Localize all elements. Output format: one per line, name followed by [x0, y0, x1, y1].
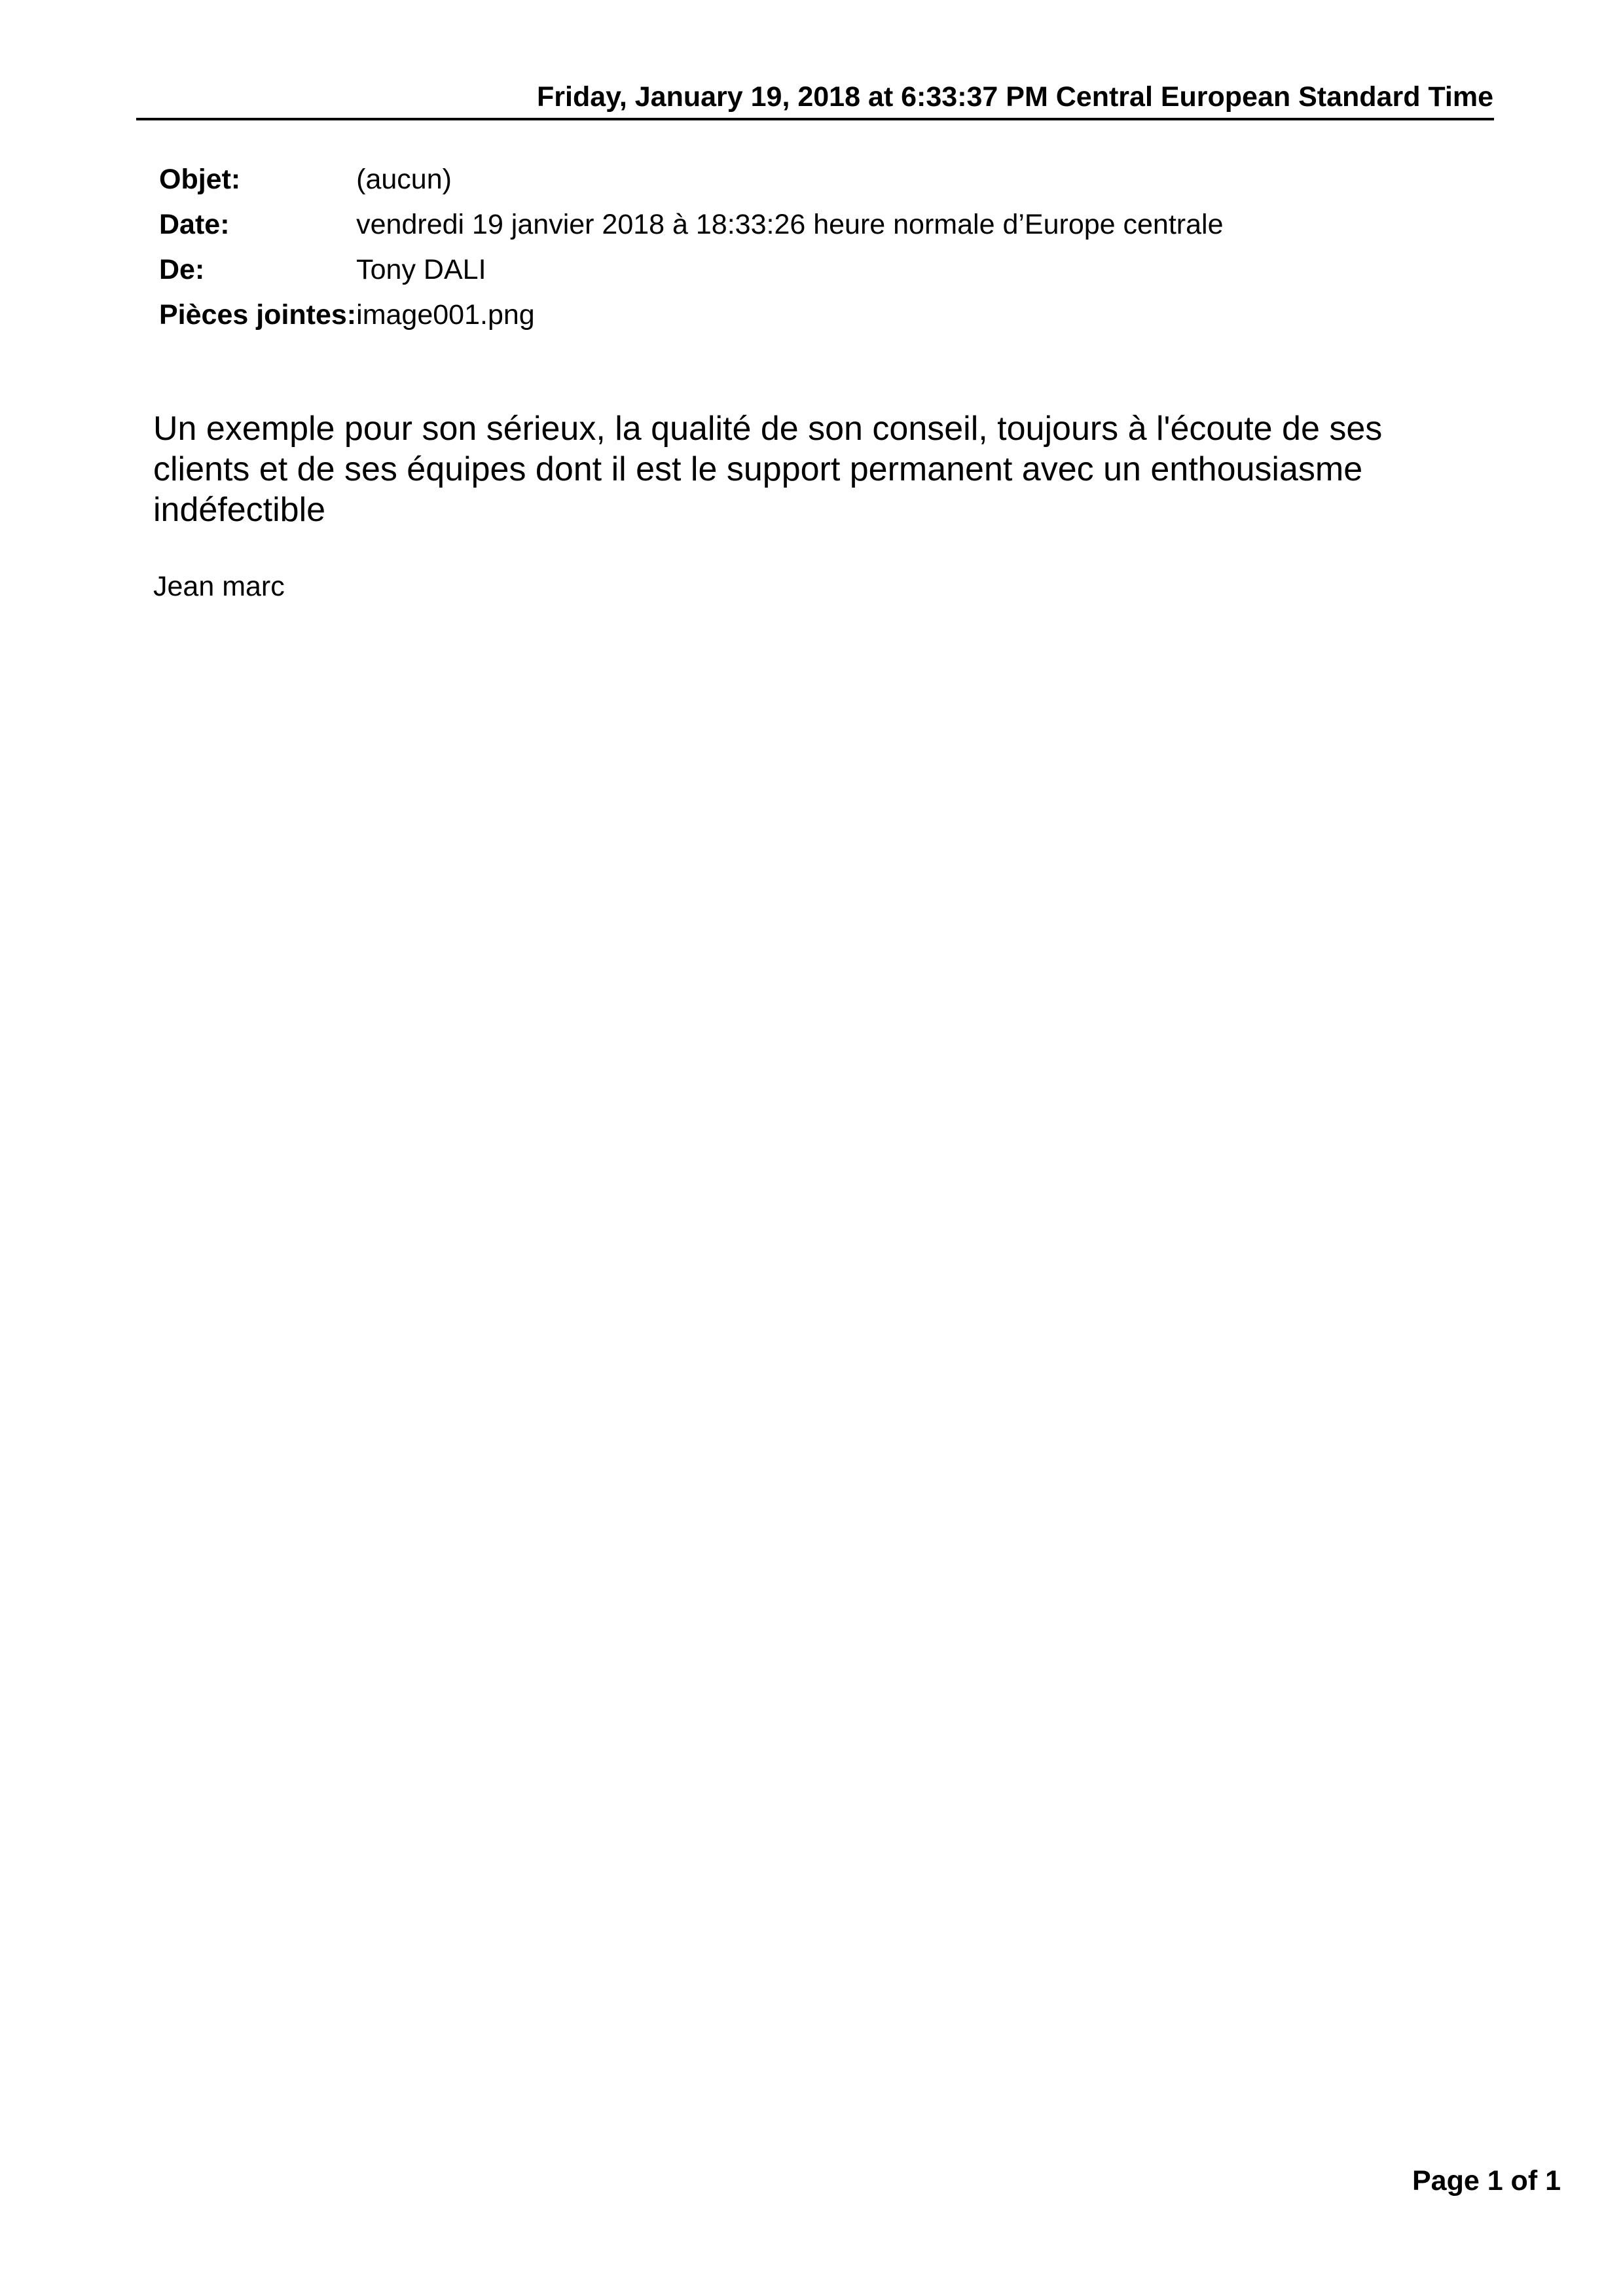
email-print-timestamp: Friday, January 19, 2018 at 6:33:37 PM Central European Standard Time	[537, 81, 1493, 113]
date-row	[159, 202, 1224, 247]
from-row	[159, 247, 1224, 293]
from-label: De:	[159, 254, 205, 285]
attachment-filename: image001.png	[356, 299, 535, 331]
page-number: Page 1 of 1	[1412, 2165, 1561, 2197]
header-divider	[136, 118, 1494, 120]
message-body: Un exemple pour son sérieux, la qualité de son conseil, toujours à l'écoute de ses clients et de ses équipes dont il est le support permanent avec un enthousiasme indéfectible	[153, 410, 1383, 529]
attachments-row	[159, 293, 1224, 338]
from-value: Tony DALI	[356, 254, 486, 285]
message-signature: Jean marc	[153, 571, 285, 602]
subject-label: Objet:	[159, 164, 241, 195]
email-metadata	[159, 157, 1224, 338]
attachments-label: Pièces jointes:	[159, 299, 357, 331]
date-label: Date:	[159, 209, 230, 240]
date-value: vendredi 19 janvier 2018 à 18:33:26 heure normale d’Europe centrale	[356, 209, 1224, 240]
subject-value: (aucun)	[356, 164, 452, 195]
subject-row	[159, 157, 1224, 202]
